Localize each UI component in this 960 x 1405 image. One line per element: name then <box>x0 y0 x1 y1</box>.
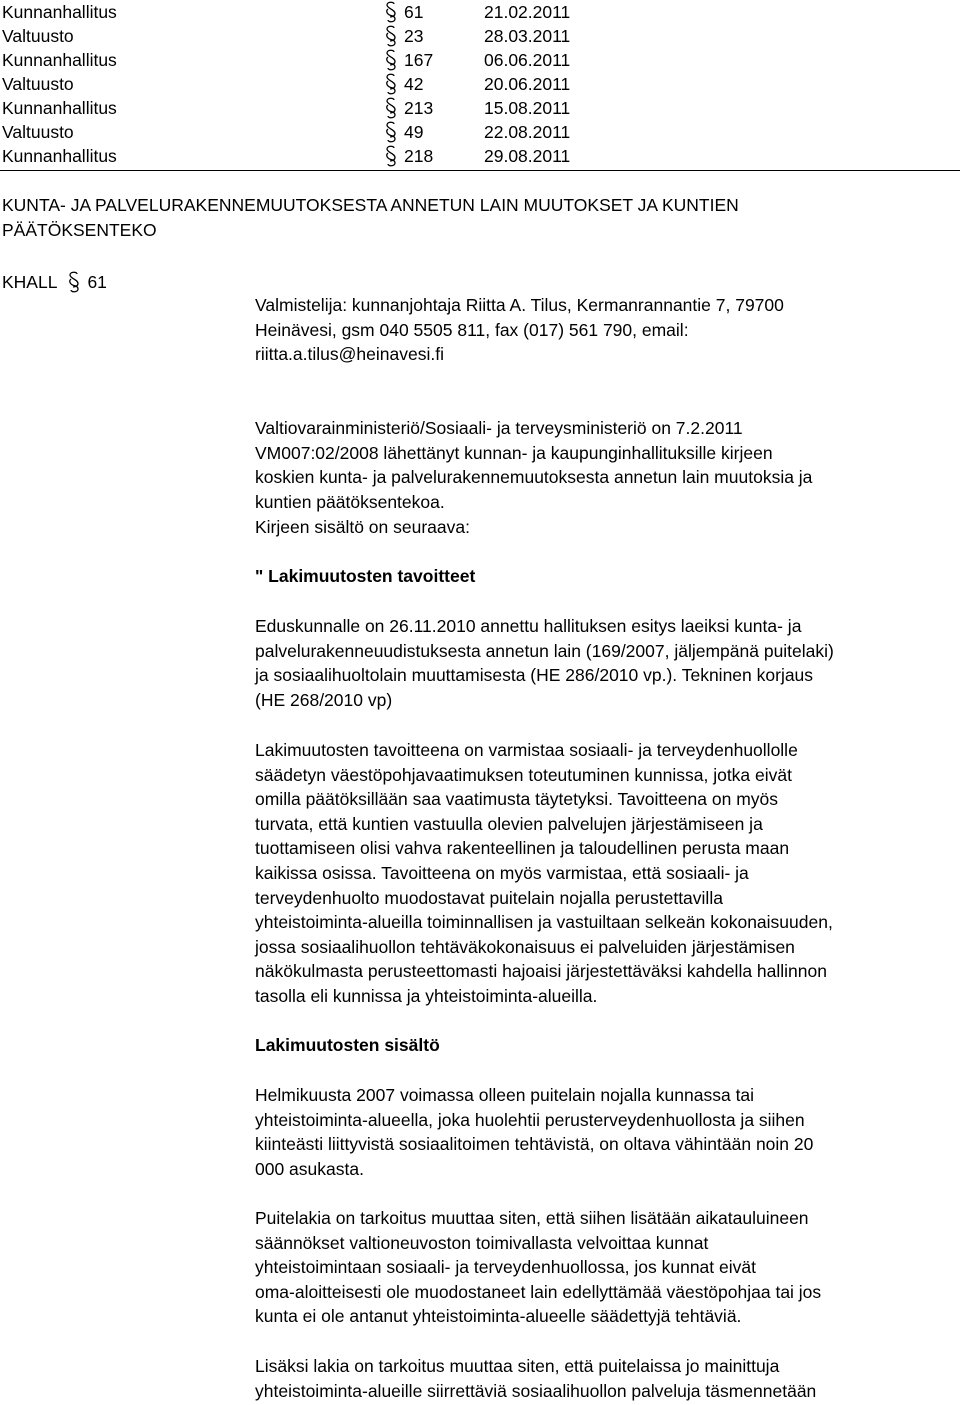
subheading-tavoitteet: " Lakimuutosten tavoitteet <box>255 566 476 586</box>
history-date: 28.03.2011 <box>484 26 571 46</box>
history-body: Kunnanhallitus <box>2 2 117 22</box>
history-number: 49 <box>404 122 424 142</box>
history-number: 23 <box>404 26 424 46</box>
section-icon <box>384 144 400 168</box>
history-body: Kunnanhallitus <box>2 98 117 118</box>
section-icon <box>384 72 400 96</box>
history-number: 218 <box>404 146 434 166</box>
goals-paragraph: Lakimuutosten tavoitteena on varmistaa sosiaali- ja terveydenhuollolle säädetyn väestöpohjavaatimuksen toteutuminen kunnissa, jotka eivät omilla päätöksillään saa vaatimusta täytetyksi. Tavoitteena on myös turvata, että kuntien vastuulla olevien palvelujen järjestämiseen ja tuottamiseen olisi vahva rakenteellinen ja taloudellinen perusta maan kaikissa osissa. Tavoitteena on myös varmistaa, että sosiaali- ja terveydenhuolto muodostavat puitelain nojalla perustettavilla yhteistoiminta-alueilla toiminnallisen ja vastuiltaan selkeän kokonaisuuden, jossa sosiaalihuollon tehtäväkokonaisuus ei palveluiden järjestämisen näkökulmasta perusteettomasti hajoaisi järjestettäväksi kahdella hallinnon tasolla eli kunnissa ja yhteistoiminta-alueilla. <box>255 740 833 1006</box>
history-date: 20.06.2011 <box>484 74 571 94</box>
history-date: 06.06.2011 <box>484 50 571 70</box>
history-date: 15.08.2011 <box>484 98 571 118</box>
content-paragraph-2: Puitelakia on tarkoitus muuttaa siten, että siihen lisätään aikatauluineen säännökset valtioneuvoston toimivallasta velvoittaa kunnat yhteistoimintaan sosiaali- ja terveydenhuollossa, jos kunnat eivät oma-aloitteisesti ole muodostaneet lain edellyttämää väestöpohjaa tai jos kunta ei ole antanut yhteistoiminta-alueelle säädettyjä tehtäviä. <box>255 1208 822 1327</box>
document-heading: KUNTA- JA PALVELURAKENNEMUUTOKSESTA ANNETUN LAIN MUUTOKSET JA KUNTIEN PÄÄTÖKSENTEKO <box>2 195 739 240</box>
history-body: Kunnanhallitus <box>2 146 117 166</box>
history-body: Valtuusto <box>2 122 74 142</box>
history-date: 29.08.2011 <box>484 146 571 166</box>
bill-paragraph: Eduskunnalle on 26.11.2010 annettu hallituksen esitys laeiksi kunta- ja palvelurakenneuudistuksesta annetun lain (169/2007, jäljempänä puitelaki) ja sosiaalihuoltolain muuttamisesta (HE 286/2010 vp.). Tekninen korjaus (HE 268/2010 vp) <box>255 616 834 710</box>
section-icon <box>384 48 400 72</box>
section-icon <box>384 120 400 144</box>
history-body: Valtuusto <box>2 74 74 94</box>
history-number: 167 <box>404 50 434 70</box>
history-body: Valtuusto <box>2 26 74 46</box>
content-paragraph-3: Lisäksi lakia on tarkoitus muuttaa siten, että puitelaissa jo mainittuja yhteistoiminta-alueille siirrettäviä sosiaalihuollon palveluja täsmennetään <box>255 1356 817 1401</box>
history-number: 61 <box>404 2 424 22</box>
subheading-sisalto: Lakimuutosten sisältö <box>255 1035 440 1055</box>
section-icon <box>384 96 400 120</box>
letter-intro: Kirjeen sisältö on seuraava: <box>255 517 470 537</box>
history-date: 21.02.2011 <box>484 2 571 22</box>
ministry-letter-paragraph: Valtiovarainministeriö/Sosiaali- ja terveysministeriö on 7.2.2011 VM007:02/2008 lähettänyt kunnan- ja kaupunginhallituksille kirjeen koskien kunta- ja palvelurakennemuutoksesta annetun lain muutoksia ja kuntien päätöksentekoa. <box>255 418 813 512</box>
content-paragraph-1: Helmikuusta 2007 voimassa olleen puitelain nojalla kunnassa tai yhteistoiminta-alueella, joka huolehtii perusterveydenhuollosta ja siihen kiinteästi liittyvistä sosiaalitoimen tehtävistä, on oltava vähintään noin 20 000 asukasta. <box>255 1085 814 1179</box>
preparer-paragraph: Valmistelija: kunnanjohtaja Riitta A. Tilus, Kermanrannantie 7, 79700 Heinävesi, gsm 040 5505 811, fax (017) 561 790, email: riitta.a.tilus@heinavesi.fi <box>255 295 784 365</box>
history-number: 213 <box>404 98 434 118</box>
khall-number: 61 <box>87 272 107 292</box>
khall-label: KHALL <box>2 272 58 292</box>
history-date: 22.08.2011 <box>484 122 571 142</box>
divider <box>0 170 960 171</box>
section-icon <box>67 270 83 294</box>
history-number: 42 <box>404 74 424 94</box>
khall-reference <box>2 270 107 294</box>
history-body: Kunnanhallitus <box>2 50 117 70</box>
section-icon <box>384 0 400 24</box>
section-icon <box>384 24 400 48</box>
